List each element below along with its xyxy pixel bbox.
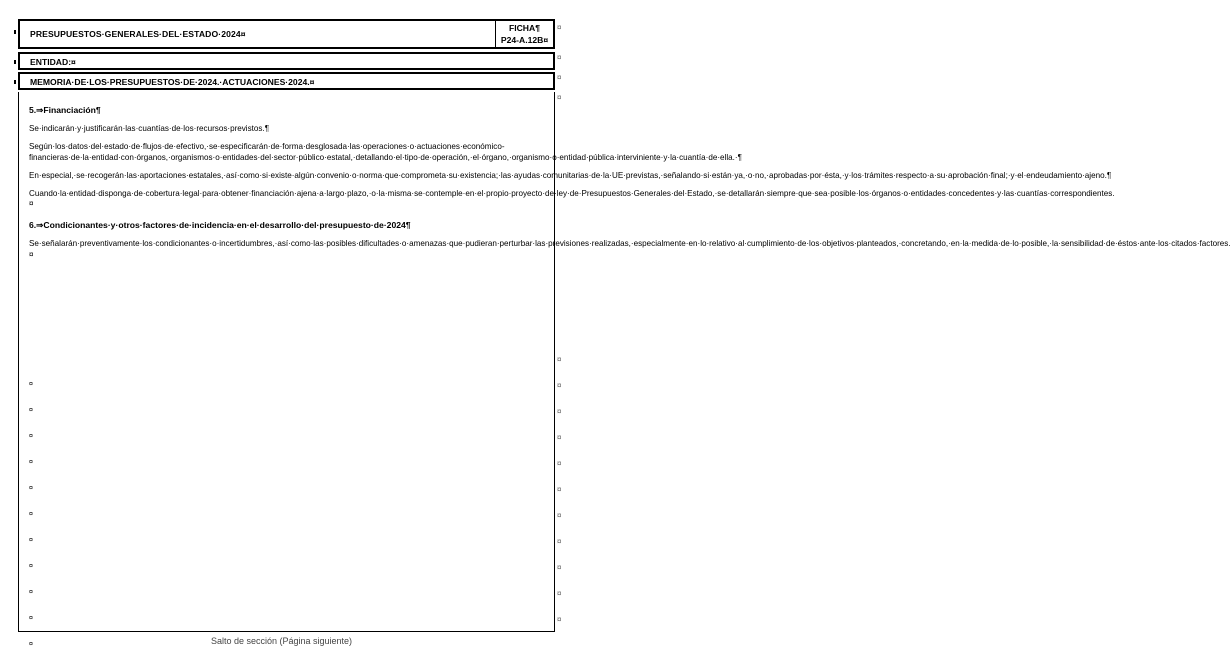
empty-cell-mark[interactable]: ¤ xyxy=(29,511,33,518)
ficha-code: P24-A.12B¤ xyxy=(500,35,549,45)
empty-cell-mark[interactable]: ¤ xyxy=(29,563,33,570)
empty-cell-mark[interactable]: ¤ xyxy=(29,641,33,648)
end-of-row-mark: ¤ xyxy=(557,53,562,62)
empty-cell-mark[interactable]: ¤ xyxy=(29,615,33,622)
end-of-row-mark: ¤ xyxy=(557,73,562,82)
empty-cell-mark[interactable]: ¤ xyxy=(29,589,33,596)
end-of-row-mark: ¤ xyxy=(557,23,562,32)
section5-paragraph: Se·indicarán·y·justificarán·las·cuantías·de·los·recursos·previstos.¶ xyxy=(29,123,270,133)
end-of-row-mark: ¤ xyxy=(557,381,562,390)
empty-cell-mark[interactable]: ¤ xyxy=(29,407,33,414)
empty-cell-mark[interactable]: ¤ xyxy=(29,433,33,440)
section6-heading: 6.⇒Condicionantes·y·otros·factores·de·incidencia·en·el·desarrollo·del·presupuesto·de·2024¶ xyxy=(29,220,411,231)
empty-cells xyxy=(29,381,33,667)
end-of-row-mark: ¤ xyxy=(557,563,562,572)
section5-paragraph: Según·los·datos·del·estado·de·flujos·de·efectivo,·se·especificarán·de·forma·desglosada·las·operaciones·o·actuaciones·económico-financieras·de·la·entidad·con·órganos,·organismos·o·entidades·del·sector·público·estatal,·detallando·el·tipo·de·operación,·el·órgano,·organismo·o·entidad·pública·interviniente·y·la·cuantía·de·ella.·¶ xyxy=(29,141,742,162)
memoria-content xyxy=(29,105,1231,268)
ficha-box xyxy=(495,21,553,47)
end-of-row-mark: ¤ xyxy=(557,407,562,416)
memoria-row xyxy=(18,72,555,90)
left-mark xyxy=(14,80,16,84)
end-of-row-mark: ¤ xyxy=(557,459,562,468)
left-mark xyxy=(14,30,16,34)
left-mark xyxy=(14,60,16,64)
header-box xyxy=(18,19,555,49)
ficha-label: FICHA¶ xyxy=(508,23,541,33)
end-of-row-mark: ¤ xyxy=(557,537,562,546)
section5-paragraph: Cuando·la·entidad·disponga·de·cobertura·legal·para·obtener·financiación·ajena·a·largo·plazo,·o·la·misma·se·contemple·en·el·propio·proyecto·de·ley·de·Presupuestos·Generales·del·Estado,·se·detallarán·siempre·que·sea·posible·los·órganos·o·entidades·concedentes·y·las·cuantías·correspondientes.¤ xyxy=(29,188,1115,209)
section5-paragraph: En·especial,·se·recogerán·las·aportaciones·estatales,·así·como·si·existe·algún·convenio·o·norma·que·comprometa·su·existencia;·las·ayudas·comunitarias·de·la·UE·previstas,·señalando·si·están·ya,·o·no,·aprobadas·por·ésta,·y·los·trámites·respecto·a·su·aprobación·final;·y·el·endeudamiento·ajeno.¶ xyxy=(29,170,1112,180)
empty-cell-mark[interactable]: ¤ xyxy=(29,381,33,388)
entidad-label: ENTIDAD:¤ xyxy=(30,57,76,67)
end-of-row-mark: ¤ xyxy=(557,511,562,520)
end-of-row-mark: ¤ xyxy=(557,93,562,102)
end-of-row-mark: ¤ xyxy=(557,615,562,624)
end-of-row-mark: ¤ xyxy=(557,433,562,442)
document-title: PRESUPUESTOS·GENERALES·DEL·ESTADO·2024¤ xyxy=(30,29,246,39)
section-break-label: Salto de sección (Página siguiente) xyxy=(210,636,353,646)
section6-paragraph: Se·señalarán·preventivamente·los·condicionantes·o·incertidumbres,·así·como·las·posibles·dificultades·o·amenazas·que·pudieran·perturbar·las·previsiones·realizadas,·especialmente·en·lo·relativo·al·cumplimiento·de·los·objetivos·planteados,·concretando,·en·la·medida·de·lo·posible,·la·sensibilidad·de·éstos·ante·los·citados·factores.¤ xyxy=(29,239,1231,260)
end-of-row-mark: ¤ xyxy=(557,589,562,598)
end-of-row-mark: ¤ xyxy=(557,485,562,494)
empty-cell-mark[interactable]: ¤ xyxy=(29,537,33,544)
empty-cell-mark[interactable]: ¤ xyxy=(29,485,33,492)
entidad-row xyxy=(18,52,555,70)
section5-heading: 5.⇒Financiación¶ xyxy=(29,105,101,115)
empty-cell-mark[interactable]: ¤ xyxy=(29,459,33,466)
memoria-label: MEMORIA·DE·LOS·PRESUPUESTOS·DE·2024.·ACTUACIONES·2024.¤ xyxy=(30,77,315,87)
end-of-row-mark: ¤ xyxy=(557,355,562,364)
